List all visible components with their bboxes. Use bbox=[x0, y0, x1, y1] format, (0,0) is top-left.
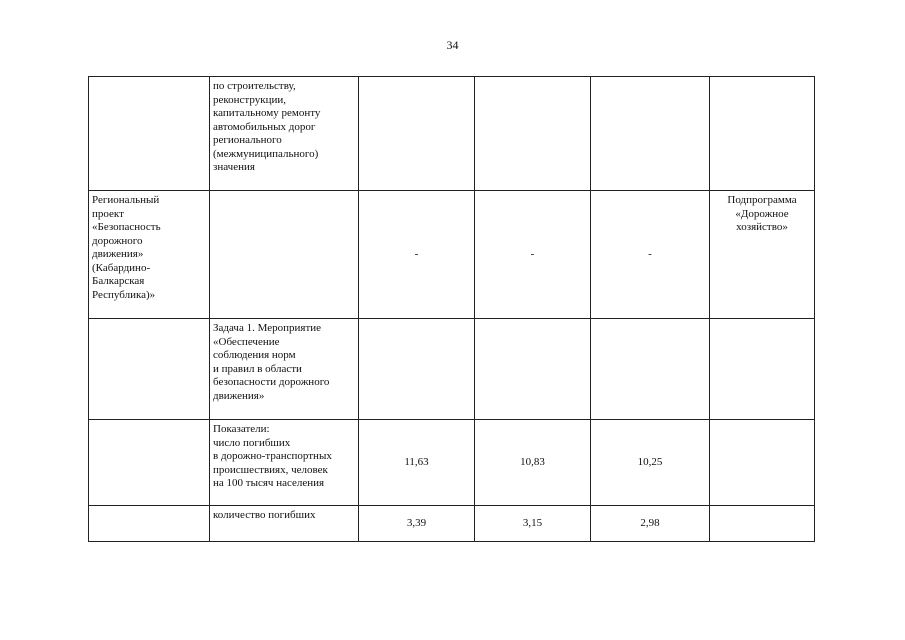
value-2019: 3,39 bbox=[406, 516, 427, 529]
table-cell bbox=[475, 77, 591, 191]
table-cell bbox=[89, 77, 210, 191]
table-cell bbox=[89, 506, 210, 542]
table-row bbox=[89, 191, 815, 319]
value-2021: 10,25 bbox=[637, 455, 663, 468]
table-cell bbox=[475, 506, 591, 542]
table-cell bbox=[475, 319, 591, 420]
value-2020: 10,83 bbox=[520, 455, 545, 468]
table-cell bbox=[710, 420, 815, 506]
table-cell bbox=[359, 506, 475, 542]
table-cell bbox=[210, 420, 359, 506]
table-row bbox=[89, 506, 815, 542]
table-cell bbox=[359, 319, 475, 420]
table-cell bbox=[475, 420, 591, 506]
table-cell bbox=[591, 77, 710, 191]
table-cell bbox=[591, 191, 710, 319]
page-number: 34 bbox=[446, 38, 459, 52]
value-2020: 3,15 bbox=[522, 516, 543, 529]
program-table bbox=[88, 76, 815, 542]
cell-text: по строительству, реконструкции, капитальному ремонту автомобильных дорог регионального (межмуниципального) значения bbox=[213, 80, 321, 173]
table-cell bbox=[591, 420, 710, 506]
subprogram-name: Подпрограмма «Дорожное хозяйство» bbox=[727, 194, 797, 233]
value-2019: 11,63 bbox=[404, 455, 429, 468]
table-cell bbox=[591, 319, 710, 420]
table-row bbox=[89, 420, 815, 506]
table-row bbox=[89, 77, 815, 191]
table-cell bbox=[359, 77, 475, 191]
table-cell bbox=[710, 77, 815, 191]
table-row bbox=[89, 319, 815, 420]
indicator-text: Показатели: число погибших в дорожно-транспортных происшествиях, человек на 100 тысяч населения bbox=[213, 423, 332, 489]
table-cell bbox=[359, 191, 475, 319]
indicator-text: количество погибших bbox=[213, 509, 316, 521]
table-cell bbox=[89, 420, 210, 506]
value-2021: 2,98 bbox=[640, 516, 660, 529]
table-cell bbox=[89, 319, 210, 420]
table-cell bbox=[89, 191, 210, 319]
table-cell bbox=[710, 319, 815, 420]
value-dash: - bbox=[648, 247, 652, 260]
task-text: Задача 1. Мероприятие «Обеспечение соблюдения норм и правил в области безопасности дорожного движения» bbox=[213, 322, 330, 402]
table-cell bbox=[591, 506, 710, 542]
value-dash: - bbox=[414, 247, 419, 260]
table-cell bbox=[210, 191, 359, 319]
table-cell bbox=[710, 506, 815, 542]
value-dash: - bbox=[530, 247, 535, 260]
table-cell bbox=[359, 420, 475, 506]
table-cell bbox=[210, 319, 359, 420]
table-cell bbox=[210, 77, 359, 191]
table-cell bbox=[475, 191, 591, 319]
project-name: Региональный проект «Безопасность дорожного движения» (Кабардино- Балкарская Республика)» bbox=[92, 194, 161, 301]
table-cell bbox=[710, 191, 815, 319]
table-cell bbox=[210, 506, 359, 542]
